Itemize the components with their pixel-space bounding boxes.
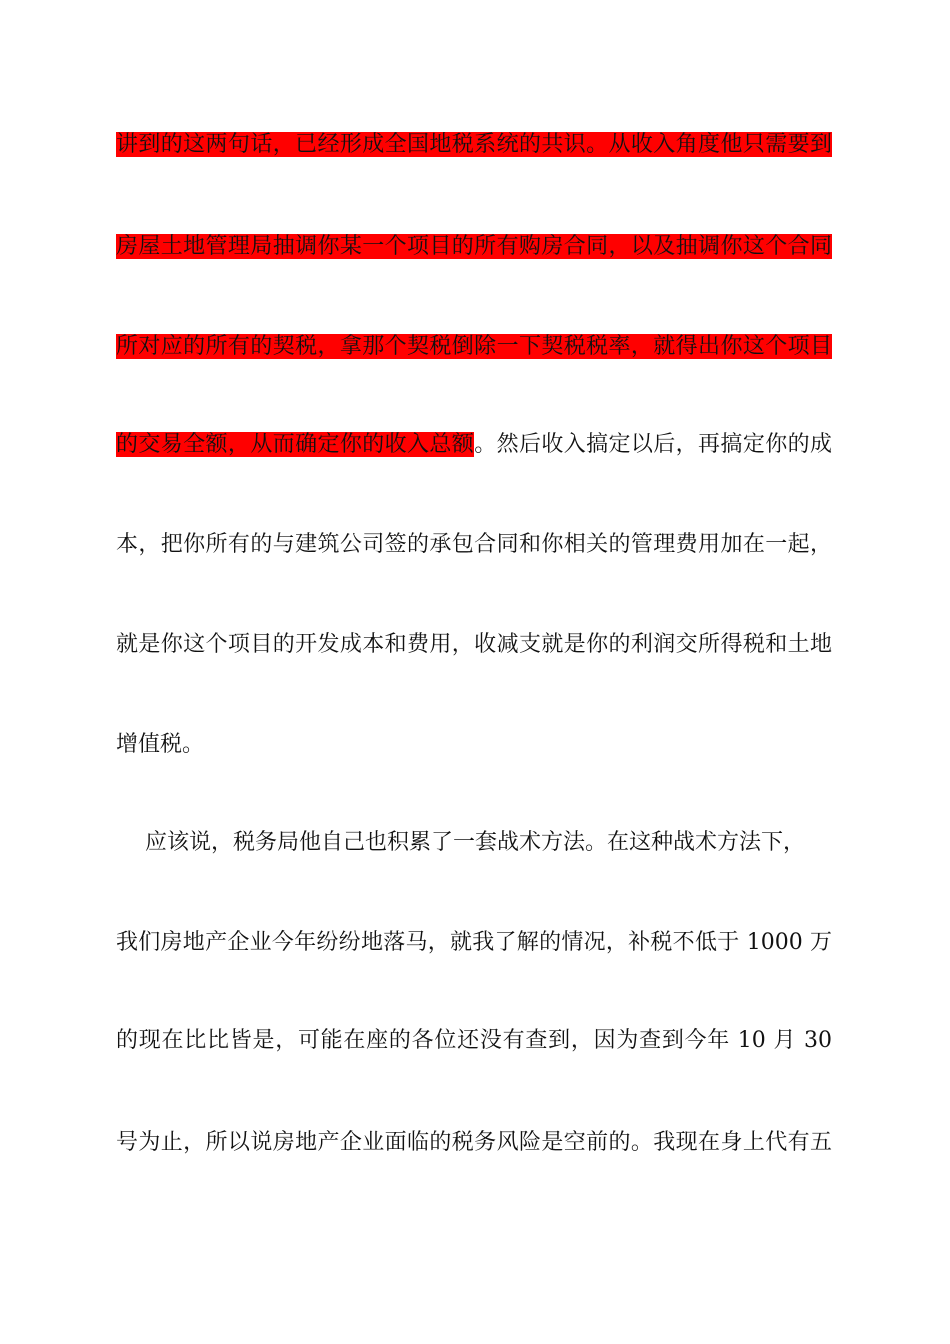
highlighted-text: 所对应的所有的契税，拿那个契税倒除一下契税税率，就得出你这个项目 (116, 334, 832, 359)
paragraph-line (116, 329, 832, 365)
paragraph-line: 本，把你所有的与建筑公司签的承包合同和你相关的管理费用加在一起， (116, 532, 832, 557)
highlighted-text: 的交易全额，从而确定你的收入总额 (116, 432, 475, 457)
paragraph-line: 的现在比比皆是，可能在座的各位还没有查到，因为查到今年 10 月 30 (116, 1028, 832, 1053)
paragraph-line: 增值税。 (116, 732, 205, 757)
paragraph-line (116, 427, 832, 463)
paragraph-line: 应该说，税务局他自己也积累了一套战术方法。在这种战术方法下， (145, 830, 805, 855)
paragraph-line (116, 127, 832, 163)
body-text: 。然后收入搞定以后，再搞定你的成 (474, 432, 832, 457)
paragraph-line: 我们房地产企业今年纷纷地落马，就我了解的情况，补税不低于 1000 万 (116, 930, 832, 955)
highlighted-text: 讲到的这两句话，已经形成全国地税系统的共识。从收入角度他只需要到 (116, 132, 832, 157)
paragraph-line (116, 229, 832, 265)
paragraph-line: 号为止，所以说房地产企业面临的税务风险是空前的。我现在身上代有五 (116, 1130, 832, 1155)
paragraph-line: 就是你这个项目的开发成本和费用，收减支就是你的利润交所得税和土地 (116, 632, 832, 657)
highlighted-text: 房屋土地管理局抽调你某一个项目的所有购房合同，以及抽调你这个合同 (116, 234, 832, 259)
